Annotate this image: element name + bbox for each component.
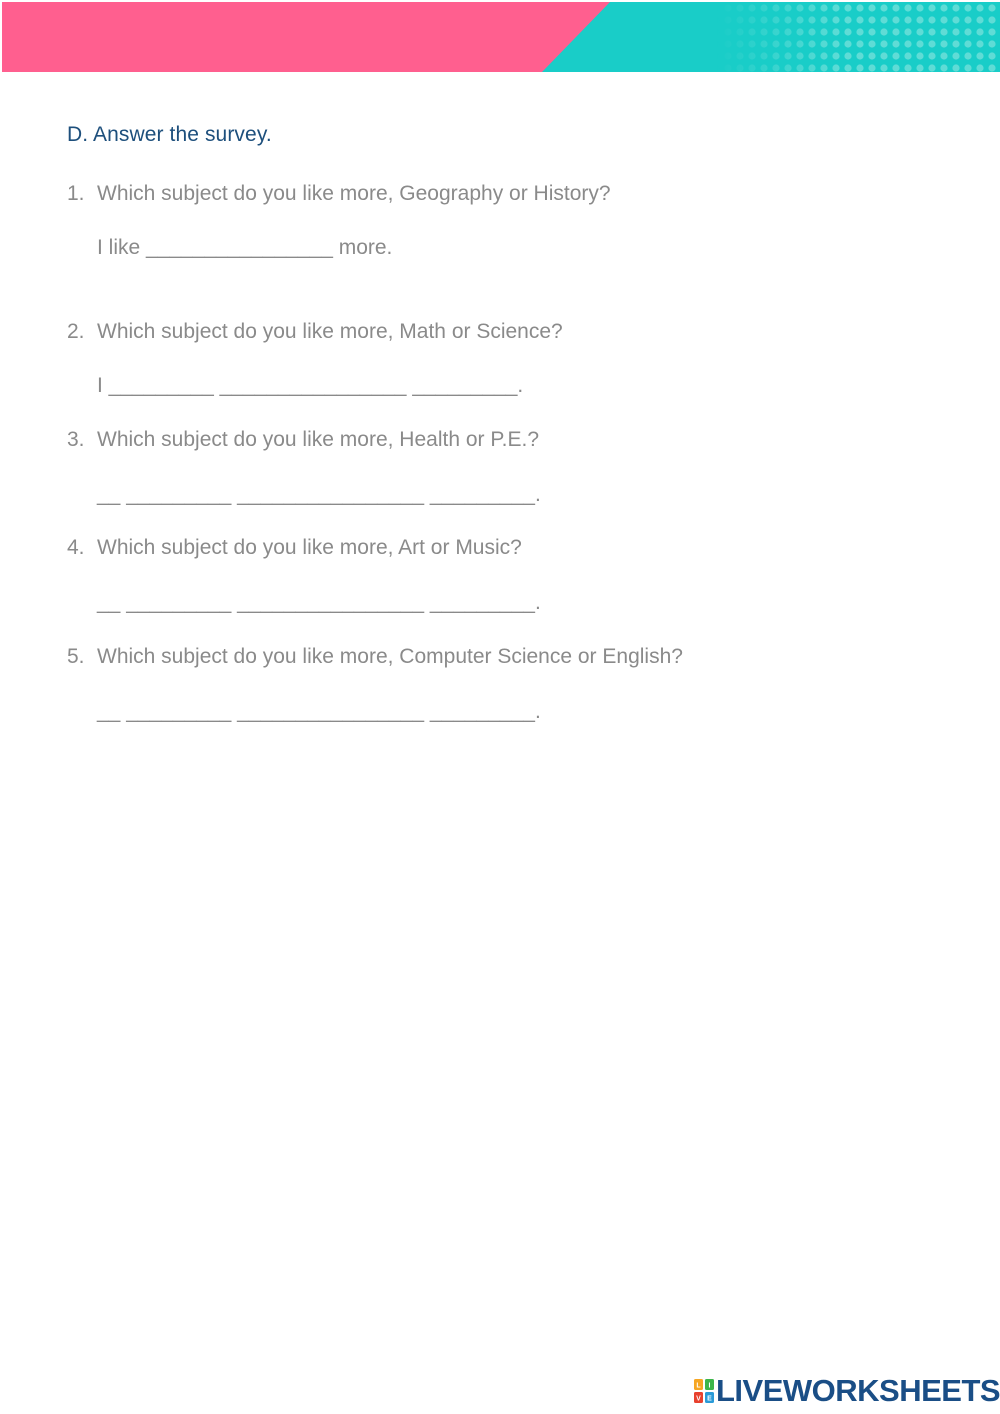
answer-line-1[interactable]: I like ________________ more. <box>97 236 393 259</box>
question-4 <box>67 536 522 560</box>
answer-line-2[interactable]: I _________ ________________ _________. <box>97 374 524 397</box>
liveworksheets-logo <box>694 1375 1000 1407</box>
header-banner-graphic <box>2 2 1000 72</box>
question-number: 1. <box>67 182 85 205</box>
banner-dots <box>717 2 1000 72</box>
section-title: D. Answer the survey. <box>67 123 272 146</box>
question-2 <box>67 320 563 344</box>
question-number: 3. <box>67 428 85 451</box>
question-number: 2. <box>67 320 85 343</box>
logo-mark-letter: I <box>708 1382 711 1390</box>
question-3 <box>67 428 539 452</box>
question-text: Which subject do you like more, Geography or History? <box>97 182 611 205</box>
question-text: Which subject do you like more, Computer Science or English? <box>97 645 683 668</box>
logo-mark-letter: V <box>696 1395 701 1403</box>
answer-line-4[interactable]: __ _________ ________________ _________. <box>97 591 541 614</box>
answer-line-3[interactable]: __ _________ ________________ _________. <box>97 483 541 506</box>
question-text: Which subject do you like more, Health or P.E.? <box>97 428 539 451</box>
logo-mark-letter: L <box>696 1382 701 1390</box>
logo-text: LIVEWORKSHEETS <box>716 1373 1000 1408</box>
question-number: 4. <box>67 536 85 559</box>
banner-pink <box>2 2 610 72</box>
logo-mark-icon <box>694 1379 714 1403</box>
header-banner <box>2 2 1000 72</box>
answer-line-5[interactable]: __ _________ ________________ _________. <box>97 700 541 723</box>
question-text: Which subject do you like more, Math or Science? <box>97 320 563 343</box>
question-1 <box>67 182 611 206</box>
question-5 <box>67 645 683 669</box>
logo-mark-letter: E <box>707 1395 712 1403</box>
question-text: Which subject do you like more, Art or Music? <box>97 536 522 559</box>
question-number: 5. <box>67 645 85 668</box>
